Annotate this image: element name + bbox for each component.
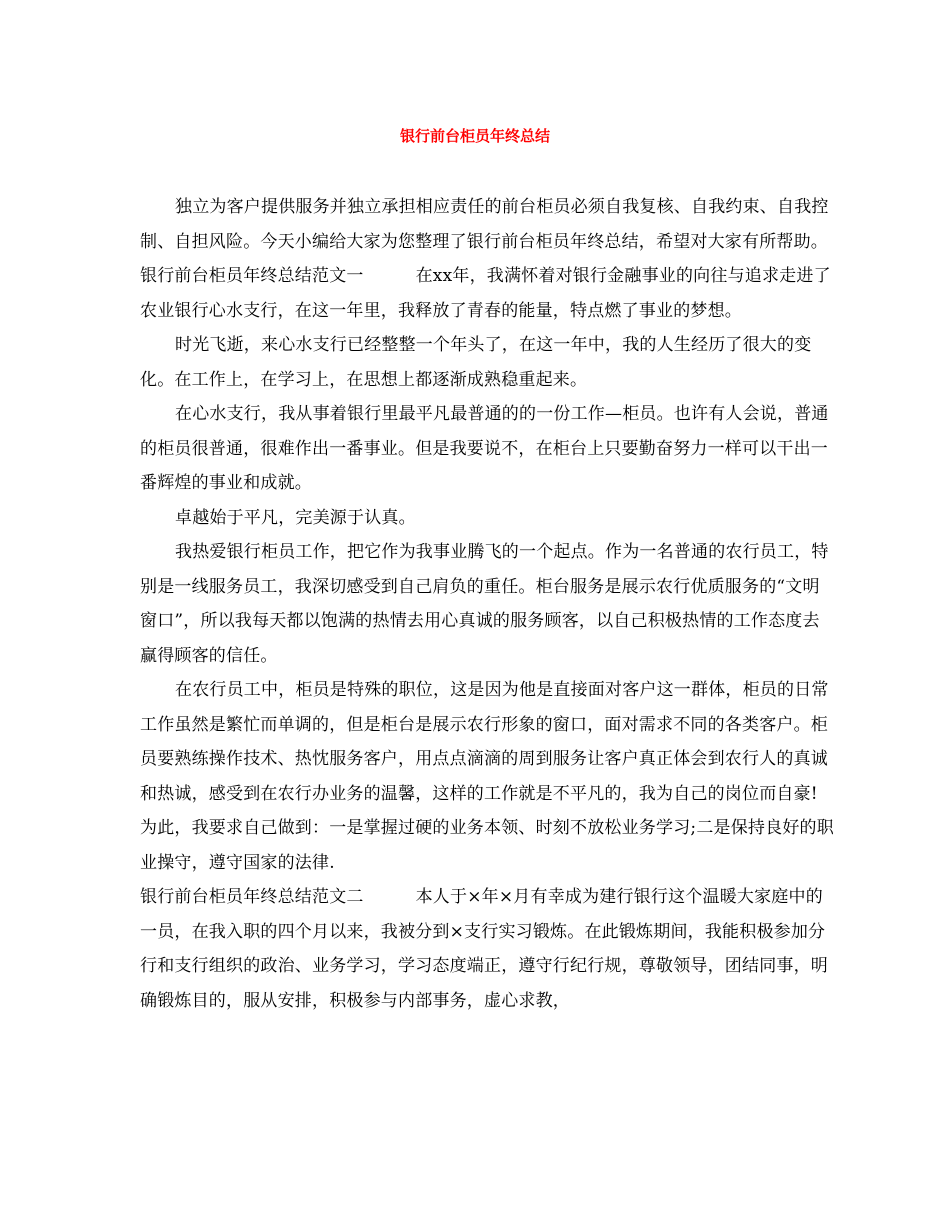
paragraph [140, 880, 835, 1018]
document-title: 银行前台柜员年终总结 [399, 127, 550, 145]
section-heading: 银行前台柜员年终总结范文二 [140, 887, 364, 907]
paragraph-text: 在xx年，我满怀着对银行金融事业的向往与追求走进了农业银行心水支行，在这一年里，我释放了青春的能量，特点燃了事业的梦想。 [140, 266, 831, 321]
paragraph: 时光飞逝，来心水支行已经整整一个年头了，在这一年中，我的人生经历了很大的变化。在工作上，在学习上，在思想上都逐渐成熟稳重起来。 [140, 335, 812, 390]
paragraph-text: 本人于×年×月有幸成为建行银行这个温暖大家庭中的一员，在我入职的四个月以来，我被分到×支行实习锻炼。在此锻炼期间，我能积极参加分行和支行组织的政治、业务学习，学习态度端正，遵守行纪行规，尊敬领导，团结同事，明确锻炼目的，服从安排，积极参与内部事务，虚心求教， [140, 887, 828, 1011]
paragraph: 独立为客户提供服务并独立承担相应责任的前台柜员必须自我复核、自我约束、自我控制、自担风险。今天小编给大家为您整理了银行前台柜员年终总结，希望对大家有所帮助。 [140, 197, 829, 252]
section-heading: 银行前台柜员年终总结范文一 [140, 266, 364, 286]
paragraph: 在农行员工中，柜员是特殊的职位，这是因为他是直接面对客户这一群体，柜员的日常工作虽然是繁忙而单调的，但是柜台是展示农行形象的窗口，面对需求不同的各类客户。柜员要熟练操作技术、热忱服务客户，用点点滴滴的周到服务让客户真正体会到农行人的真诚和热诚，感受到在农行办业务的温馨，这样的工作就是不平凡的，我为自己的岗位而自豪!为此，我要求自己做到：一是掌握过硬的业务本领、时刻不放松业务学习;二是保持良好的职业操守，遵守国家的法律. [140, 680, 834, 873]
document-body [140, 190, 835, 1018]
paragraph: 在心水支行，我从事着银行里最平凡最普通的的一份工作—柜员。也许有人会说，普通的柜员很普通，很难作出一番事业。但是我要说不，在柜台上只要勤奋努力一样可以干出一番辉煌的事业和成就。 [140, 404, 829, 493]
paragraph [140, 259, 835, 328]
paragraph: 卓越始于平凡，完美源于认真。 [175, 507, 416, 528]
paragraph: 我热爱银行柜员工作，把它作为我事业腾飞的一个起点。作为一名普通的农行员工，特别是一线服务员工，我深切感受到自己肩负的重任。柜台服务是展示农行优质服务的“文明窗口”，所以我每天都以饱满的热情去用心真诚的服务顾客，以自己积极热情的工作态度去赢得顾客的信任。 [140, 542, 829, 666]
